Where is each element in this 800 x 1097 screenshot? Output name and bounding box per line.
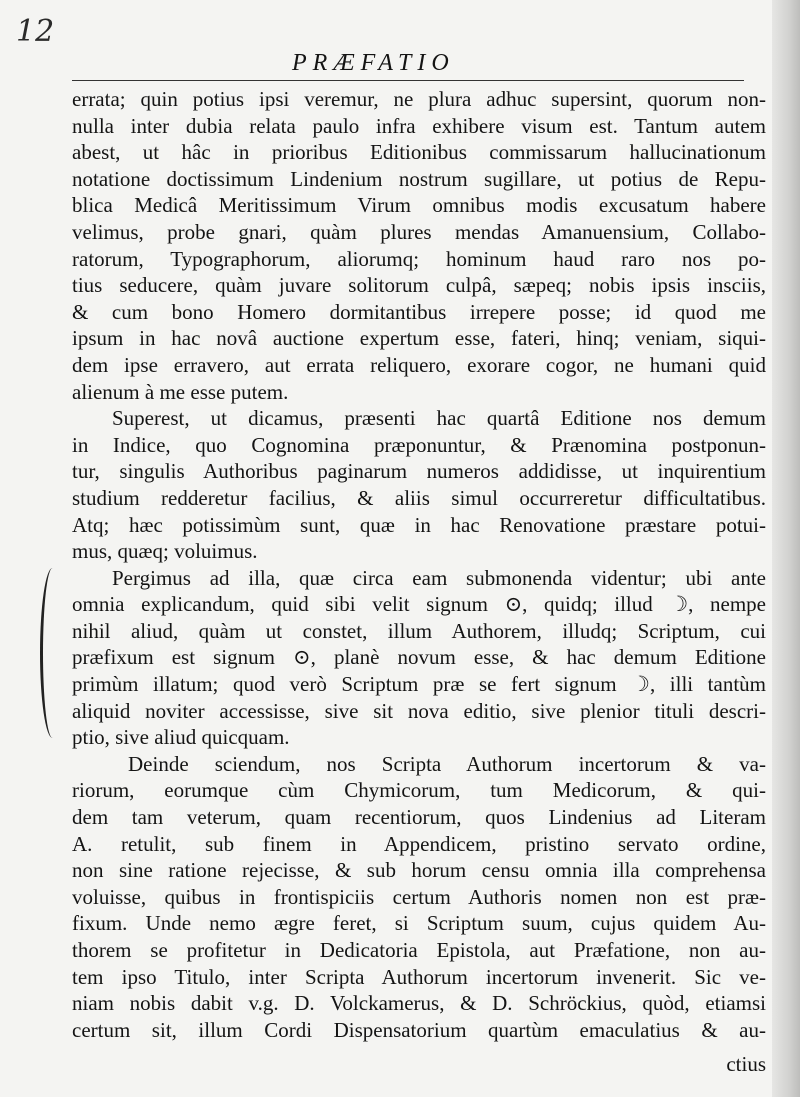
text-line: Superest, ut dicamus, præsenti hac quartâ Editione nos demum	[112, 406, 766, 431]
text-line: in Indice, quo Cognomina præponuntur, & Prænomina postponun-	[72, 432, 766, 457]
text-line: niam nobis dabit v.g. D. Volckamerus, & D. Schröckius, quòd, etiamsi	[72, 991, 766, 1016]
text-line: A. retulit, sub finem in Appendicem, pristino servato ordine,	[72, 831, 766, 856]
text-line: primùm illatum; quod verò Scriptum præ se fert signum ☽, illi tantùm	[72, 672, 766, 697]
text-line: riorum, eorumque cùm Chymicorum, tum Medicorum, & qui-	[72, 778, 766, 803]
text-line: ratorum, Typographorum, aliorumq; hominum haud raro nos po-	[72, 246, 766, 271]
header-rule	[72, 80, 744, 81]
text-line: tem ipso Titulo, inter Scripta Authorum incertorum invenerit. Sic ve-	[72, 964, 766, 989]
text-line: thorem se profitetur in Dedicatoria Epistola, aut Præfatione, non au-	[72, 938, 766, 962]
text-line: non sine ratione rejecisse, & sub horum censu omnia illa comprehensa	[72, 858, 766, 883]
text-line: studium redderetur facilius, & aliis simul occurreretur difficultatibus.	[72, 485, 766, 510]
text-line: Pergimus ad illa, quæ circa eam submonenda videntur; ubi ante	[112, 565, 766, 590]
text-line: & cum bono Homero dormitantibus irrepere posse; id quod me	[72, 299, 766, 324]
text-line: voluisse, quibus in frontispiciis certum Authoris nomen non est præ-	[72, 884, 766, 909]
text-line: aliquid noviter accessisse, sive sit nova editio, sive plenior tituli descri-	[72, 698, 766, 723]
text-line: certum sit, illum Cordi Dispensatorium quartùm emaculatius & au-	[72, 1017, 766, 1042]
catchword: ctius	[726, 1052, 766, 1076]
page-number: 12	[16, 14, 55, 49]
text-line: nihil aliud, quàm ut constet, illum Authorem, illudq; Scriptum, cui	[72, 618, 766, 643]
running-head: PRÆFATIO	[292, 50, 455, 76]
text-line: dem ipse erravero, aut errata reliquero, exorare cogor, ne humani quid	[72, 352, 766, 377]
text-line: abest, ut hâc in prioribus Editionibus commissarum hallucinationum	[72, 140, 766, 165]
margin-bracket-mark	[40, 568, 65, 738]
text-line: alienum à me esse putem.	[72, 379, 289, 404]
text-line: ipsum in hac novâ auctione expertum esse, fateri, hinq; veniam, siqui-	[72, 326, 766, 351]
page-edge-shadow	[772, 0, 800, 1097]
text-line: velimus, probe gnari, quàm plures mendas Amanuensium, Collabo-	[72, 219, 766, 244]
text-line: ptio, sive aliud quicquam.	[72, 725, 290, 750]
text-line: omnia explicandum, quid sibi velit signum ⊙, quidq; illud ☽, nempe	[72, 592, 766, 617]
text-line: mus, quæq; voluimus.	[72, 539, 258, 564]
text-line: tius seducere, quàm juvare solitorum culpâ, sæpeq; nobis ipsis insciis,	[72, 273, 766, 298]
text-line: tur, singulis Authoribus paginarum numeros addidisse, ut inquirentium	[72, 459, 766, 484]
text-line: nulla inter dubia relata paulo infra exhibere visum est. Tantum autem	[72, 113, 766, 138]
text-line: dem tam veterum, quam recentiorum, quos Lindenius ad Literam	[72, 805, 766, 830]
body-text	[72, 86, 766, 1043]
text-line: blica Medicâ Meritissimum Virum omnibus modis excusatum habere	[72, 193, 766, 218]
text-line: notatione doctissimum Lindenium nostrum sugillare, ut potius de Repu-	[72, 166, 766, 191]
text-line: Atq; hæc potissimùm sunt, quæ in hac Renovatione præstare potui-	[72, 512, 766, 537]
text-line: Deinde sciendum, nos Scripta Authorum incertorum & va-	[128, 751, 766, 776]
text-line: fixum. Unde nemo ægre feret, si Scriptum suum, cujus quidem Au-	[72, 911, 766, 936]
text-line: errata; quin potius ipsi veremur, ne plura adhuc supersint, quorum non-	[72, 87, 766, 111]
text-line: præfixum est signum ⊙, planè novum esse, & hac demum Editione	[72, 645, 766, 670]
